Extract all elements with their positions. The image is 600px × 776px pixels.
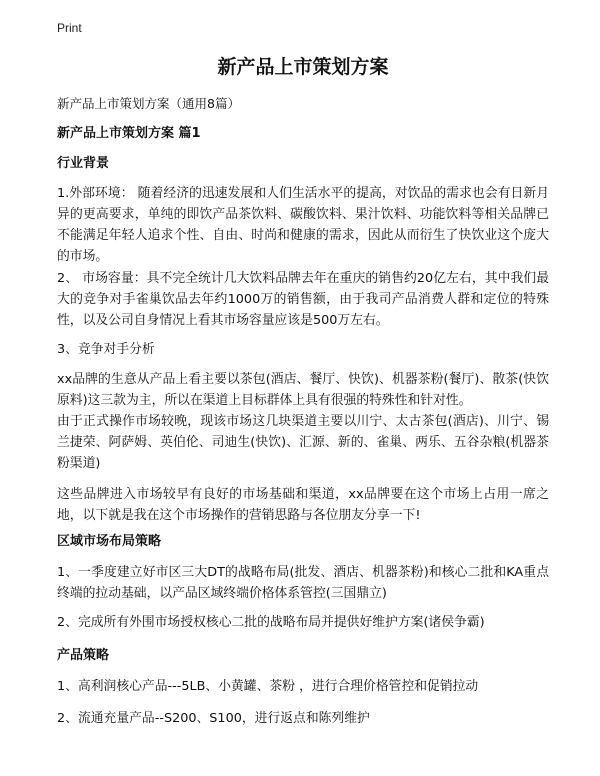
paragraph-volume-products: 2、流通充量产品--S200、S100，进行返点和陈列维护 [57,711,370,726]
paragraph-channel-brands: 由于正式操作市场较晚，现该市场这几块渠道主要以川宁、太古茶包(酒店)、川宁、锡兰捷荣、阿萨姆、英伯伦、司迪生(快饮)、汇源、新的、雀巢、两乐、五谷杂粮(机器茶粉渠道) [57,414,549,471]
paragraph-brand-business: xx品牌的生意从产品上看主要以茶包(酒店、餐厅、快饮)、机器茶粉(餐厅)、散茶(快饮原料)这三款为主，所以在渠道上目标群体上具有很强的特殊性和针对性。 [57,372,549,408]
article-heading: 新产品上市策划方案 篇1 [57,126,201,141]
paragraph-core-products: 1、高利润核心产品---5LB、小黄罐、茶粉 ，进行合理价格管控和促销拉动 [57,679,479,694]
page-title: 新产品上市策划方案 [217,56,389,78]
paragraph-market-entry: 这些品牌进入市场较早有良好的市场基础和渠道，xx品牌要在这个市场上占用一席之地，以下就是我在这个市场操作的营销思路与各位朋友分享一下! [57,487,549,523]
paragraph-regional-q1: 1、一季度建立好市区三大DT的战略布局(批发、酒店、机器茶粉)和核心二批和KA重点终端的拉动基础，以产品区域终端价格体系管控(三国鼎立) [57,565,549,601]
print-label[interactable]: Print [57,21,82,35]
document-subtitle: 新产品上市策划方案（通用8篇） [57,96,240,111]
paragraph-external-environment: 1.外部环境： 随着经济的迅速发展和人们生活水平的提高，对饮品的需求也会有日新月异的更高要求，单纯的即饮产品茶饮料、碳酸饮料、果汁饮料、功能饮料等相关品牌已不能满足年轻人追求个性、自由、时尚和健康的需求，因此从而衍生了快饮业这个庞大的市场。 [57,186,549,264]
section-heading-product-strategy: 产品策略 [57,648,110,663]
section-heading-regional-layout: 区域市场布局策略 [57,534,162,549]
paragraph-market-capacity: 2、 市场容量：具不完全统计几大饮料品牌去年在重庆的销售约20亿左右，其中我们最大的竞争对手雀巢饮品去年约1000万的销售额，由于我司产品消费人群和定位的特殊性，以及公司自身情况上看其市场容量应该是500万左右。 [57,271,549,328]
section-heading-industry-background: 行业背景 [57,156,110,171]
paragraph-competitor-analysis: 3、竞争对手分析 [57,342,155,357]
paragraph-regional-outer: 2、完成所有外围市场授权核心二批的战略布局并提供好维护方案(诸侯争霸) [57,615,485,630]
